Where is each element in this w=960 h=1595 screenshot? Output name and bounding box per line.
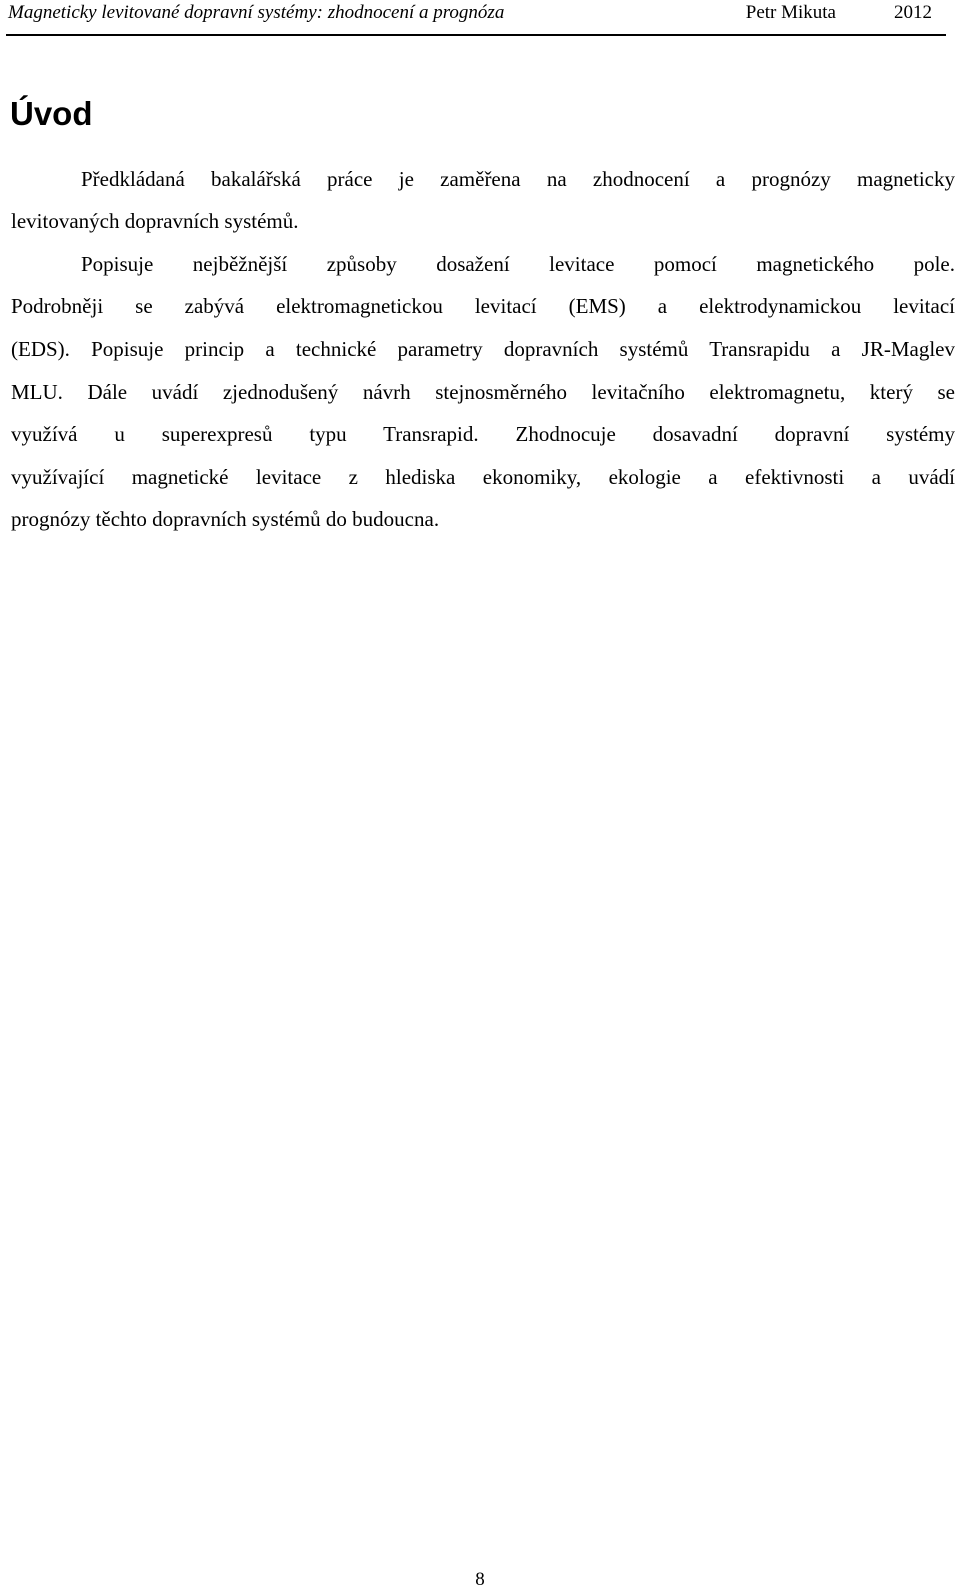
paragraph-line: Podrobněji se zabývá elektromagnetickou levitací (EMS) a elektrodynamickou levitací	[11, 294, 955, 318]
header-document-title: Magneticky levitované dopravní systémy: zhodnocení a prognóza	[8, 2, 505, 23]
page-number: 8	[475, 1569, 485, 1590]
paragraph-line: prognózy těchto dopravních systémů do budoucna.	[11, 507, 440, 531]
paragraph-line: využívající magnetické levitace z hlediska ekonomiky, ekologie a efektivnosti a uvádí	[11, 465, 955, 489]
paragraph-line: levitovaných dopravních systémů.	[11, 209, 299, 233]
paragraph-line: využívá u superexpresů typu Transrapid. Zhodnocuje dosavadní dopravní systémy	[11, 422, 955, 446]
chapter-heading: Úvod	[10, 95, 93, 132]
paragraph-line: Popisuje nejběžnější způsoby dosažení levitace pomocí magnetického pole.	[81, 252, 955, 276]
header-author: Petr Mikuta	[745, 2, 836, 23]
paragraph-line: MLU. Dále uvádí zjednodušený návrh stejnosměrného levitačního elektromagnetu, který se	[11, 380, 955, 404]
running-header	[6, 0, 946, 36]
paragraph-line: (EDS). Popisuje princip a technické parametry dopravních systémů Transrapidu a JR-Maglev	[11, 337, 955, 361]
header-year: 2012	[894, 2, 932, 23]
paragraph-line: Předkládaná bakalářská práce je zaměřena na zhodnocení a prognózy magneticky	[81, 167, 955, 191]
